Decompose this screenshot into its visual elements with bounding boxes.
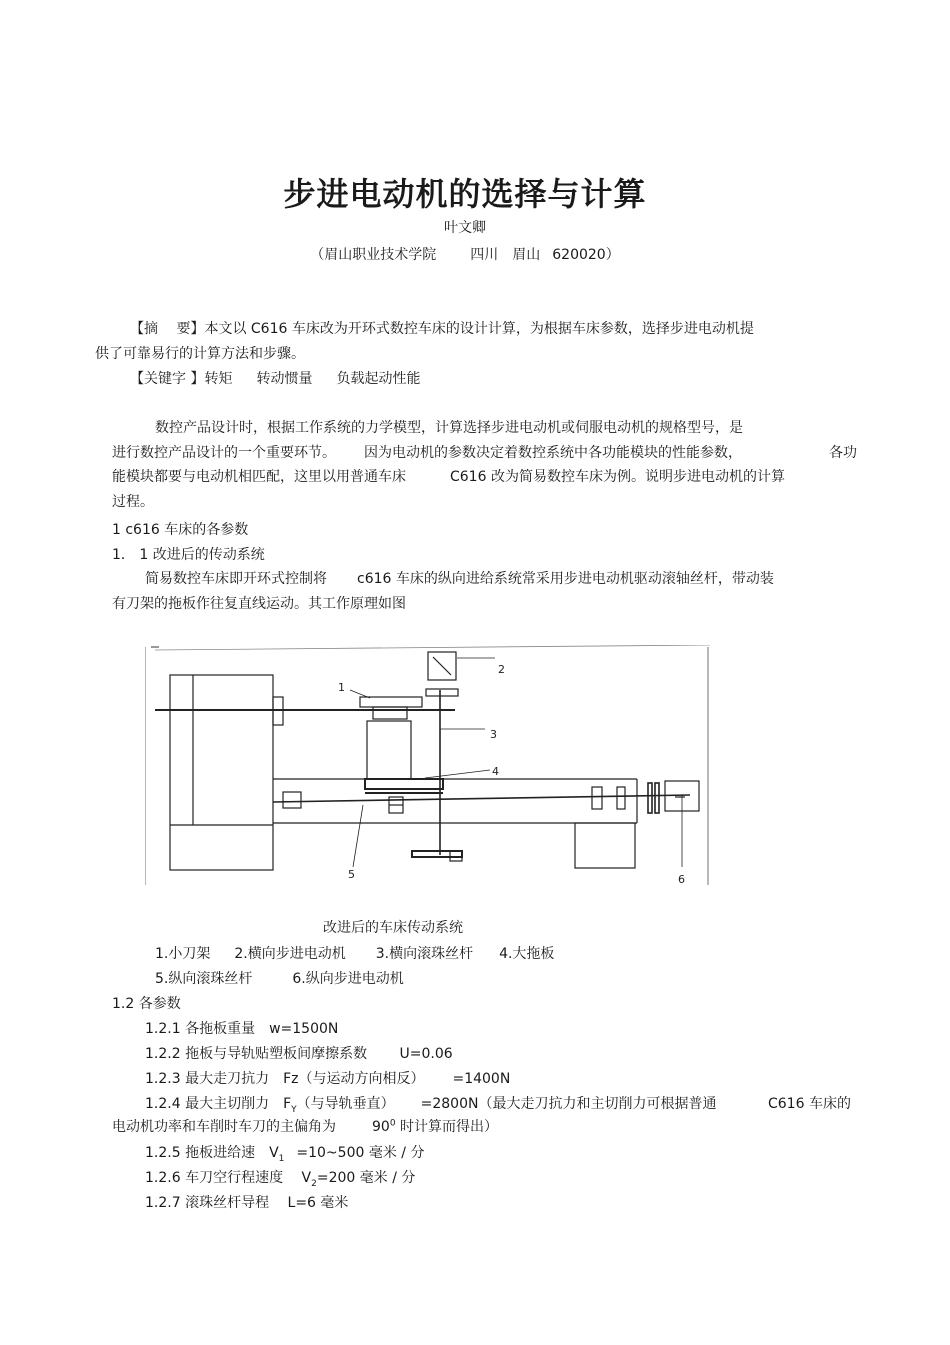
section1-para1: 简易数控车床即开环式控制将 c616 车床的纵向进给系统常采用步进电动机驱动滚轴丝杆，带动装 <box>145 571 774 587</box>
param-1-2-2: 1.2.2 拖板与导轨贴塑板间摩擦系数 U=0.06 <box>145 1046 453 1062</box>
author: 叶文卿 <box>444 220 486 236</box>
diagram-label-5: 5 <box>348 868 355 881</box>
diagram-label-3: 3 <box>490 728 497 741</box>
param-1-2-1: 1.2.1 各拖板重量 w=1500N <box>145 1021 339 1037</box>
section1-para2: 有刀架的拖板作往复直线运动。其工作原理如图 <box>112 596 406 612</box>
diagram-label-4: 4 <box>492 765 499 778</box>
paper-title: 步进电动机的选择与计算 <box>283 175 647 213</box>
keywords-label: 【关键字 】 <box>130 371 205 387</box>
diagram-label-2: 2 <box>498 663 505 676</box>
param-1-2-6: 1.2.6 车刀空行程速度 $V_2=200$ 毫米 / 分 <box>145 1170 416 1189</box>
section12-heading: 1.2 各参数 <box>112 996 181 1012</box>
diagram-label-1: 1 <box>338 681 345 694</box>
param-1-2-3: 1.2.3 最大走刀抗力 Fz（与运动方向相反） =1400N <box>145 1071 511 1087</box>
param-1-2-4: 1.2.4 最大主切削力 $F_Y$（与导轨垂直） =2800N（最大走刀抗力和主切削力可根据普通 <box>145 1096 717 1115</box>
intro-line3: 能模块都要与电动机相匹配，这里以用普通车床 C616 改为简易数控车床为例。说明步进电动机的计算 <box>112 469 785 485</box>
param-1-2-4-end: C616 车床的 <box>768 1096 851 1112</box>
affiliation-postcode: 620020） <box>552 247 620 263</box>
keyword-1: 转矩 <box>204 371 233 387</box>
diagram-label-6: 6 <box>678 873 685 886</box>
abstract-label: 【摘 要】 <box>130 321 205 337</box>
param-1-2-4-cont: 电动机功率和车削时车刀的主偏角为 $90^0$ 时计算而得出） <box>112 1118 499 1135</box>
param-1-2-7: 1.2.7 滚珠丝杆导程 L=6 毫米 <box>145 1195 349 1211</box>
section1-sub1: 1． 1 改进后的传动系统 <box>112 547 265 563</box>
keyword-2: 转动惯量 <box>256 371 313 387</box>
intro-line1: 数控产品设计时，根据工作系统的力学模型，计算选择步进电动机或伺服电动机的规格型号，是 <box>155 420 743 436</box>
affiliation <box>0 245 930 265</box>
intro-line4: 过程。 <box>112 494 154 510</box>
figure-caption: 改进后的车床传动系统 <box>323 920 463 936</box>
intro-line2-end: 各功 <box>829 445 857 461</box>
keyword-3: 负载起动性能 <box>336 371 421 387</box>
affiliation-org: （眉山职业技术学院 <box>310 247 437 263</box>
keywords <box>130 369 420 389</box>
affiliation-province: 四川 <box>470 247 499 263</box>
abstract-line1: 【摘 要】本文以 C616 车床改为开环式数控车床的设计计算，为根据车床参数，选择步进电动机提 <box>130 321 754 337</box>
lathe-transmission-diagram <box>145 645 710 887</box>
figure-legend-line1: 1.小刀架 2.横向步进电动机 3.横向滚珠丝杆 4.大拖板 <box>155 946 555 962</box>
param-1-2-5: 1.2.5 拖板进给速 $V_1$ =10~500 毫米 / 分 <box>145 1145 425 1164</box>
abstract-line2: 供了可靠易行的计算方法和步骤。 <box>95 346 305 362</box>
intro-line2: 进行数控产品设计的一个重要环节。 因为电动机的参数决定着数控系统中各功能模块的性能参数， <box>112 445 742 461</box>
section1-heading: 1 c616 车床的各参数 <box>112 522 249 538</box>
affiliation-city: 眉山 <box>512 247 541 263</box>
figure-legend-line2: 5.纵向滚珠丝杆 6.纵向步进电动机 <box>155 971 404 987</box>
